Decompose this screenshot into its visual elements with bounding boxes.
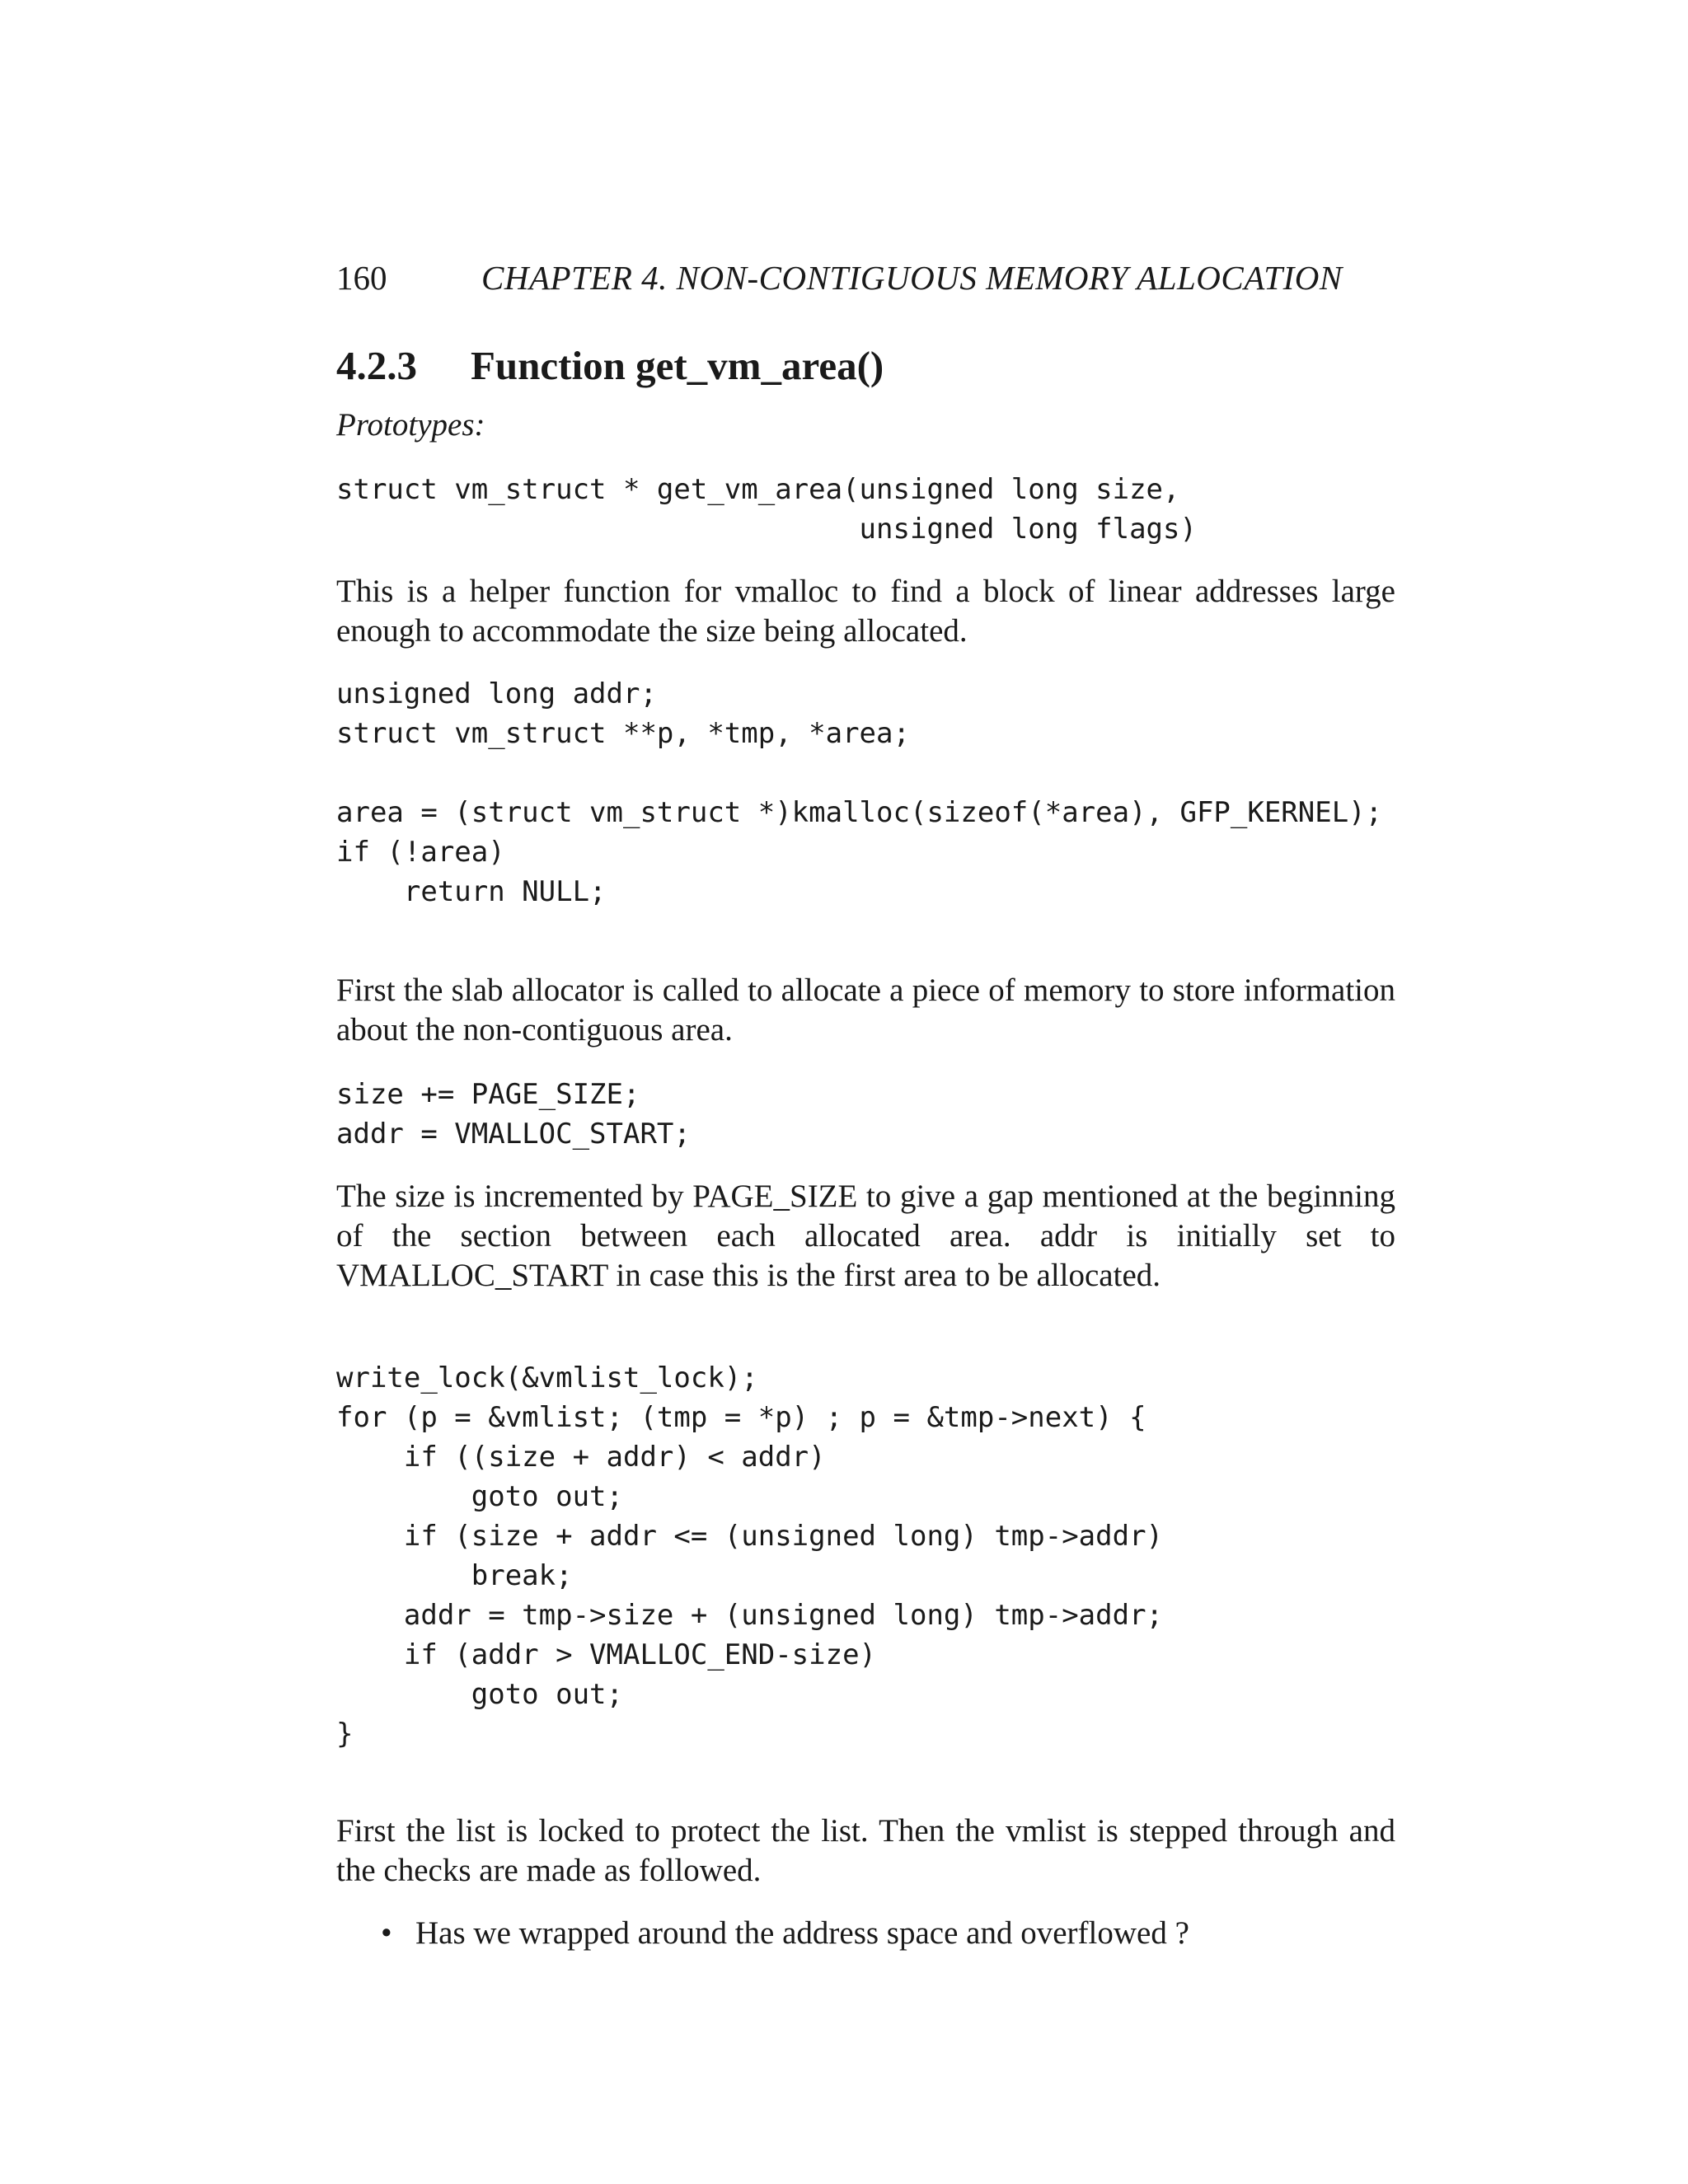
prototypes-label: Prototypes: xyxy=(336,407,485,443)
bullet-text: Has we wrapped around the address space and overflowed ? xyxy=(415,1915,1189,1951)
section-number: 4.2.3 xyxy=(336,343,417,388)
code-allocation: unsigned long addr; struct vm_struct **p, *tmp, *area; area = (struct vm_struct *)kmalloc(sizeof(*area), GFP_KERNEL); if (!area) return NULL; xyxy=(336,677,1383,908)
chapter-title: CHAPTER 4. NON-CONTIGUOUS MEMORY ALLOCATION xyxy=(481,259,1343,297)
paragraph-slab-allocator: First the slab allocator is called to allocate a piece of memory to store information about the non-contiguous area. xyxy=(336,972,1395,1047)
page-number: 160 xyxy=(336,259,387,297)
code-size-init: size += PAGE_SIZE; addr = VMALLOC_START; xyxy=(336,1078,691,1151)
code-vmlist-loop: write_lock(&vmlist_lock); for (p = &vmlist; (tmp = *p) ; p = &tmp->next) { if ((size + addr) < addr) goto out; if (size + addr <= (unsigned long) tmp->addr) break; addr = tmp->size + (unsigned long) tmp->addr; if (addr > VMALLOC_END-size) goto out; } xyxy=(336,1361,1164,1750)
paragraph-list-locked: First the list is locked to protect the list. Then the vmlist is stepped through and the checks are made as followed. xyxy=(336,1813,1395,1888)
paragraph-helper-description: This is a helper function for vmalloc to find a block of linear addresses large enough to accommodate the size being allocated. xyxy=(336,574,1395,649)
list-item xyxy=(381,1914,1189,1953)
section-heading xyxy=(336,341,884,391)
bullet-marker: • xyxy=(381,1915,392,1951)
code-prototype: struct vm_struct * get_vm_area(unsigned long size, unsigned long flags) xyxy=(336,473,1197,546)
section-title-text: Function get_vm_area() xyxy=(471,343,884,388)
paragraph-size-increment: The size is incremented by PAGE_SIZE to give a gap mentioned at the beginning of the section between each allocated area. addr is initially set to VMALLOC_START in case this is the first area to be allocated. xyxy=(336,1179,1395,1293)
